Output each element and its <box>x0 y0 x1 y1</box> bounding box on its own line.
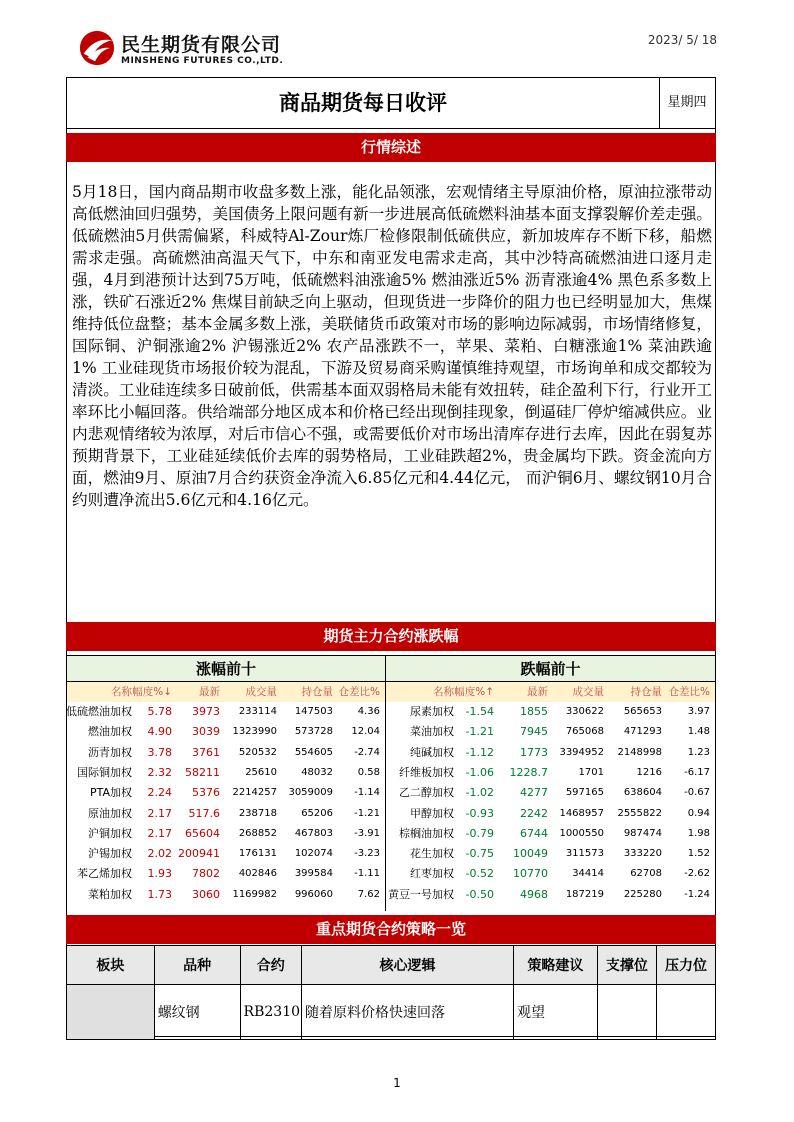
cell-value: 102074 <box>294 848 333 860</box>
cell-value: 3039 <box>192 725 220 739</box>
contract-name: 苯乙烯加权 <box>77 867 132 881</box>
gainer-row <box>67 844 387 864</box>
cell-value: 187219 <box>565 888 604 900</box>
loser-row <box>386 864 710 884</box>
cell-value: 1169982 <box>232 888 277 900</box>
cell-value: 996060 <box>294 888 333 900</box>
strategy-header-cell: 支撑位 <box>597 946 656 985</box>
market-summary: 5月18日，国内商品期市收盘多数上涨，能化品领涨，宏观情绪主导原油价格，原油拉涨带动高低燃油回归强势，美国债务上限问题有新一步进展高低硫燃料油基本面支撑裂解价差走强。低硫燃油5月供需偏紧，科威特Al-Zour炼厂检修限制低硫供应，新加坡库存不断下移，船燃需求走强。高硫燃油高温天气下，中东和南亚发电需求走高，其中沙特高硫燃油进口逐月走强，4月到港预计达到75万吨，低硫燃料油涨逾5% 燃油涨近5% 沥青涨逾4% 黑色系多数上涨，铁矿石涨近2% 焦煤目前缺乏向上驱动，但现货进一步降价的阻力也已经明显加大，焦煤维持低位盘整；基本金属多数上涨，美联储货币政策对市场的影响边际减弱，市场情绪修复，国际铜、沪铜涨逾2% 沪锡涨近2% 农产品涨跌不一，苹果、菜粕、白糖涨逾1% 菜油跌逾1% 工业硅现货市场报价较为混乱，下游及贸易商采购谨慎维持观望，市场询单和成交都较为清淡。工业硅连续多日破前低，供需基本面双弱格局未能有效扭转，硅企盈利下行，行业开工率环比小幅回落。供给端部分地区成本和价格已经出现倒挂现象，倒逼硅厂停炉缩减供应。业内悲观情绪较为浓厚，对后市信心不强，或需要低价对市场出清库存进行去库，因此在弱复苏预期背景下，工业硅延续低价去库的弱势格局，工业硅跌超2%，贵金属均下跌。资金流向方面，燃油9月、原油7月合约获资金净流入6.85亿元和4.44亿元， 而沪铜6月、螺纹钢10月合约则遭净流出5.6亿元和4.16亿元。 <box>72 183 712 509</box>
cell-value: 2.24 <box>147 786 172 800</box>
cell-value: -1.06 <box>465 765 494 779</box>
cell-value: 1468957 <box>559 807 604 819</box>
strategy-cell: RB2310 <box>240 985 301 1040</box>
cell-value: 3060 <box>192 887 220 901</box>
report-date: 2023/ 5/ 18 <box>647 33 717 47</box>
contract-name: 菜粕加权 <box>88 887 132 901</box>
loser-row <box>386 722 710 742</box>
page-number: 1 <box>393 1076 401 1090</box>
cell-value: -0.75 <box>465 847 494 861</box>
cell-value: 471293 <box>623 726 662 738</box>
cell-value: 62708 <box>630 868 662 880</box>
cell-value: 225280 <box>623 888 662 900</box>
strategy-header-cell: 合约 <box>240 946 301 985</box>
cell-value: 6744 <box>520 826 548 840</box>
contract-name: 棕榈油加权 <box>399 826 454 840</box>
cell-value: 2148998 <box>617 746 662 758</box>
cell-value: 638604 <box>623 787 662 799</box>
cell-value: 4.36 <box>357 706 380 717</box>
contract-name: 红枣加权 <box>410 867 454 881</box>
column-header: 成交量 <box>572 686 604 698</box>
cell-value: 4277 <box>520 786 548 800</box>
report-title: 商品期货每日收评 <box>67 78 660 128</box>
gainer-row <box>67 885 387 905</box>
gainer-row <box>67 864 387 884</box>
contract-name: 乙二醇加权 <box>399 786 454 800</box>
column-header: 持仓量 <box>630 686 662 698</box>
cell-value: 0.94 <box>687 807 710 819</box>
gainer-row <box>67 804 387 824</box>
cell-value: -3.23 <box>354 848 380 860</box>
contract-name: 沥青加权 <box>88 745 132 759</box>
gainer-row <box>67 722 387 742</box>
cell-value: 554605 <box>294 746 333 758</box>
cell-value: 176131 <box>238 848 277 860</box>
strategy-cell: 随着原料价格快速回落 <box>302 985 514 1040</box>
contract-name: PTA加权 <box>89 786 132 800</box>
cell-value: 2.02 <box>147 847 172 861</box>
cell-value: -0.93 <box>465 806 494 820</box>
column-header: 幅度%↓ <box>132 686 172 698</box>
loser-row <box>386 804 710 824</box>
strategy-header-cell: 策略建议 <box>513 946 597 985</box>
cell-value: 402846 <box>238 868 277 880</box>
strategy-cell <box>67 985 155 1040</box>
cell-value: 3059009 <box>288 787 333 799</box>
cell-value: 10770 <box>513 867 548 881</box>
table-divider <box>385 655 386 911</box>
cell-value: 3973 <box>192 705 220 718</box>
strategy-header-cell: 核心逻辑 <box>302 946 514 985</box>
cell-value: -1.21 <box>465 725 494 739</box>
cell-value: -1.11 <box>354 868 380 880</box>
page-header <box>0 0 794 80</box>
strategy-header-cell: 板块 <box>67 946 155 985</box>
column-header: 仓差比% <box>668 686 710 698</box>
cell-value: -0.79 <box>465 826 494 840</box>
loser-row <box>386 824 710 844</box>
contract-name: 燃油加权 <box>88 725 132 739</box>
cell-value: 7.62 <box>357 888 380 900</box>
strategy-cell: 螺纹钢 <box>154 985 240 1040</box>
cell-value: 7945 <box>520 725 548 739</box>
contract-name: 纤维板加权 <box>399 765 454 779</box>
cell-value: -6.17 <box>684 766 710 778</box>
cell-value: 7802 <box>192 867 220 881</box>
contract-name: 低硫燃油加权 <box>66 705 132 718</box>
cell-value: 330622 <box>565 706 604 717</box>
gainer-row <box>67 824 387 844</box>
cell-value: 517.6 <box>188 806 220 820</box>
cell-value: 2.17 <box>147 826 172 840</box>
strategy-header-cell: 压力位 <box>656 946 715 985</box>
contract-name: 原油加权 <box>88 806 132 820</box>
contract-name: 菜油加权 <box>410 725 454 739</box>
cell-value: 765068 <box>565 726 604 738</box>
loser-row <box>386 763 710 783</box>
column-header: 成交量 <box>245 686 277 698</box>
cell-value: 467803 <box>294 827 333 839</box>
cell-value: 58211 <box>185 765 220 779</box>
cell-value: 565653 <box>623 706 662 717</box>
cell-value: 1228.7 <box>509 765 548 779</box>
cell-value: -1.54 <box>465 705 494 718</box>
cell-value: 3.97 <box>687 706 710 717</box>
cell-value: -1.24 <box>684 888 710 900</box>
cell-value: 5.78 <box>147 705 172 718</box>
cell-value: -2.74 <box>354 746 380 758</box>
cell-value: -0.52 <box>465 867 494 881</box>
contract-name: 花生加权 <box>410 847 454 861</box>
gainer-row <box>67 743 387 763</box>
cell-value: 399584 <box>294 868 333 880</box>
gainers-title: 涨幅前十 <box>66 655 386 682</box>
column-header: 最新 <box>527 686 548 698</box>
column-header: 持仓量 <box>301 686 333 698</box>
cell-value: 4.90 <box>147 725 172 739</box>
column-header: 幅度%↑ <box>454 686 494 698</box>
cell-value: 3.78 <box>147 745 172 759</box>
gainer-row <box>67 702 387 722</box>
cell-value: 597165 <box>565 787 604 799</box>
cell-value: 1.93 <box>147 867 172 881</box>
strategy-cell <box>656 985 715 1040</box>
contract-name: 国际铜加权 <box>77 765 132 779</box>
cell-value: 1701 <box>578 766 604 778</box>
column-header: 名称 <box>111 686 132 698</box>
weekday: 星期四 <box>667 95 707 110</box>
cell-value: 1000550 <box>559 827 604 839</box>
cell-value: 2555822 <box>617 807 662 819</box>
cell-value: 311573 <box>565 848 604 860</box>
cell-value: 333220 <box>623 848 662 860</box>
cell-value: 987474 <box>623 827 662 839</box>
cell-value: 238718 <box>238 807 277 819</box>
column-header: 仓差比% <box>338 686 380 698</box>
cell-value: 3761 <box>192 745 220 759</box>
cell-value: 48032 <box>301 766 333 778</box>
company-name-en: MINSHENG FUTURES CO.,LTD. <box>121 56 284 66</box>
strategy-header-cell: 品种 <box>154 946 240 985</box>
gainer-row <box>67 763 387 783</box>
cell-value: 5376 <box>192 786 220 800</box>
cell-value: -1.21 <box>354 807 380 819</box>
cell-value: -2.62 <box>684 868 710 880</box>
contract-name: 尿素加权 <box>410 705 454 718</box>
loser-row <box>386 783 710 803</box>
cell-value: -0.67 <box>684 787 710 799</box>
cell-value: 1.23 <box>687 746 710 758</box>
cell-value: 65206 <box>301 807 333 819</box>
overview-section-header: 行情综述 <box>66 133 716 162</box>
cell-value: 1773 <box>520 745 548 759</box>
movers-section-header: 期货主力合约涨跌幅 <box>66 622 716 651</box>
loser-row <box>386 743 710 763</box>
strategy-table <box>66 945 716 1037</box>
gainers-columns <box>67 682 385 702</box>
cell-value: 4968 <box>520 887 548 901</box>
cell-value: 233114 <box>238 706 277 717</box>
cell-value: 147503 <box>294 706 333 717</box>
cell-value: -1.02 <box>465 786 494 800</box>
cell-value: 2242 <box>520 806 548 820</box>
cell-value: 10049 <box>513 847 548 861</box>
contract-name: 沪锡加权 <box>88 847 132 861</box>
cell-value: 2.17 <box>147 806 172 820</box>
company-name-cn: 民生期货有限公司 <box>121 34 282 56</box>
losers-columns <box>386 682 715 702</box>
cell-value: 1216 <box>636 766 662 778</box>
cell-value: -0.50 <box>465 887 494 901</box>
loser-row <box>386 844 710 864</box>
cell-value: 1323990 <box>232 726 277 738</box>
contract-name: 沪铜加权 <box>88 826 132 840</box>
losers-title: 跌幅前十 <box>385 655 716 682</box>
contract-name: 甲醇加权 <box>410 806 454 820</box>
cell-value: 1.73 <box>147 887 172 901</box>
cell-value: 200941 <box>178 847 220 861</box>
cell-value: -3.91 <box>354 827 380 839</box>
cell-value: 65604 <box>185 826 220 840</box>
cell-value: 1855 <box>520 705 548 718</box>
strategy-cell: 观望 <box>513 985 597 1040</box>
cell-value: 2.32 <box>147 765 172 779</box>
loser-row <box>386 885 710 905</box>
column-header: 名称 <box>433 686 454 698</box>
strategy-section-header: 重点期货合约策略一览 <box>66 915 716 944</box>
cell-value: 3394952 <box>559 746 604 758</box>
cell-value: 268852 <box>238 827 277 839</box>
column-header: 最新 <box>199 686 220 698</box>
cell-value: 0.58 <box>357 766 380 778</box>
cell-value: 1.52 <box>687 848 710 860</box>
strategy-cell <box>597 985 656 1040</box>
cell-value: 25610 <box>245 766 277 778</box>
title-row <box>66 77 716 129</box>
cell-value: -1.12 <box>465 745 494 759</box>
cell-value: 1.98 <box>687 827 710 839</box>
cell-value: -1.14 <box>354 787 380 799</box>
cell-value: 1.48 <box>687 726 710 738</box>
company-logo-icon <box>78 29 116 67</box>
cell-value: 2214257 <box>232 787 277 799</box>
gainer-row <box>67 783 387 803</box>
cell-value: 573728 <box>294 726 333 738</box>
contract-name: 黄豆一号加权 <box>388 887 454 901</box>
cell-value: 12.04 <box>351 726 380 738</box>
contract-name: 纯碱加权 <box>410 745 454 759</box>
cell-value: 520532 <box>238 746 277 758</box>
cell-value: 34414 <box>572 868 604 880</box>
loser-row <box>386 702 710 722</box>
